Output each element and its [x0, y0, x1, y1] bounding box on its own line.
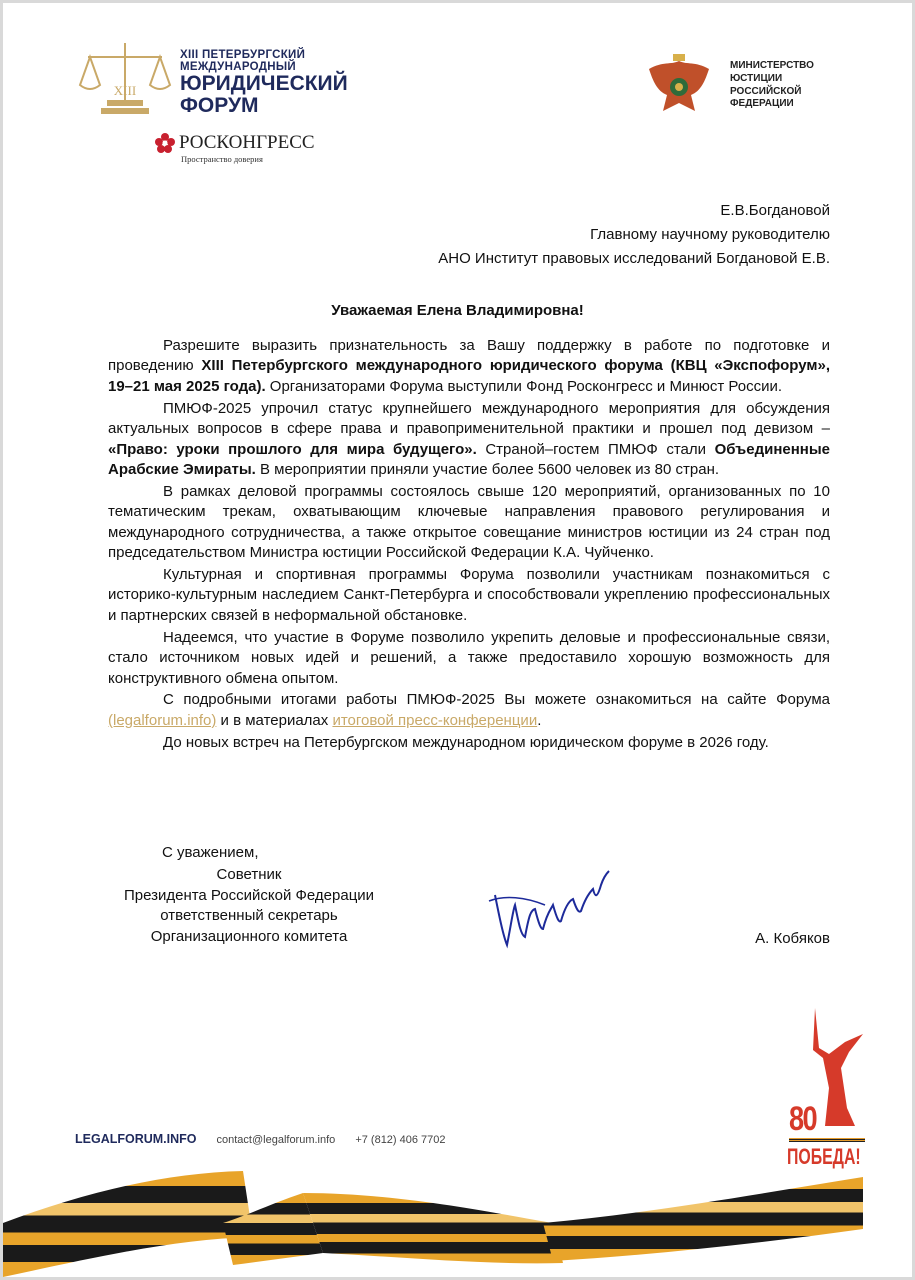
- paragraph-5: Надеемся, что участие в Форуме позволило укрепить деловые и профессиональные связи, стало источником новых идей и решений, а также предоставило хорошую возможность для конструктивного обмена опытом.: [108, 628, 830, 687]
- addressee-position: Главному научному руководителю: [590, 226, 830, 243]
- badge-ribbon: [789, 1138, 865, 1142]
- paragraph-4: Культурная и спортивная программы Форума позволили участникам познакомиться с историко-культурным наследием Санкт-Петербурга и способствовали укреплению профессиональных и партнерских связей в неформальной обстановке.: [108, 565, 830, 624]
- footer-contacts: [75, 1132, 446, 1146]
- handwritten-signature: [485, 865, 615, 950]
- roscongress-name: РОСКОНГРЕСС: [179, 132, 315, 153]
- st-george-ribbon: [3, 1153, 912, 1277]
- ministry-line4: ФЕДЕРАЦИИ: [730, 98, 794, 110]
- footer-email[interactable]: contact@legalforum.info: [216, 1134, 336, 1146]
- victory-80-badge: [785, 1008, 865, 1168]
- paragraph-3: В рамках деловой программы состоялось свыше 120 мероприятий, организованных по 10 тематическим трекам, охватывающим ключевые направления правового регулирования и международного сотрудничества, а также открытое совещание министров юстиции из 24 стран под председательством Министра юстиции Российской Федерации К.А. Чуйченко.: [108, 482, 830, 562]
- addressee-block: [438, 199, 830, 271]
- forum-line3: ЮРИДИЧЕСКИЙ: [180, 72, 348, 96]
- svg-text:XIII: XIII: [113, 83, 137, 98]
- forum-logo-text: [180, 49, 348, 117]
- addressee-name: Е.В.Богдановой: [720, 202, 830, 219]
- ministry-line3: РОССИЙСКОЙ: [730, 85, 802, 97]
- letter-body: [108, 336, 830, 755]
- footer-site[interactable]: LEGALFORUM.INFO: [75, 1132, 197, 1146]
- forum-line4: ФОРУМ: [180, 94, 259, 118]
- paragraph-2: ПМЮФ-2025 упрочил статус крупнейшего международного мероприятия для обсуждения актуальных вопросов в сфере права и правоприменительной практики и прошел под девизом – «Право: уроки прошлого для мира будущего». Страной–гостем ПМЮФ стали Объединенные Арабские Эмираты. В мероприятии приняли участие более 5600 человек из 80 стран.: [108, 399, 830, 478]
- ministry-line1: МИНИСТЕРСТВО: [730, 60, 814, 71]
- legalforum-link[interactable]: (legalforum.info): [108, 711, 217, 729]
- ministry-name: [730, 60, 814, 111]
- ministry-line2: ЮСТИЦИИ: [730, 72, 783, 84]
- roscongress-flower-icon: [155, 133, 175, 153]
- badge-text: ПОБЕДА!: [787, 1144, 861, 1169]
- paragraph-6: С подробными итогами работы ПМЮФ-2025 Вы можете ознакомиться на сайте Форума (legalforum.info) и в материалах итоговой пресс-конференции.: [108, 691, 830, 729]
- double-headed-eagle-icon: [643, 51, 715, 123]
- scales-emblem-icon: [78, 39, 173, 119]
- addressee-organization: АНО Институт правовых исследований Богдановой Е.В.: [438, 250, 830, 267]
- letter-page: [3, 3, 912, 1277]
- forum-line1: XIII ПЕТЕРБУРГСКИЙ: [180, 49, 306, 61]
- roscongress-tagline: Пространство доверия: [181, 154, 263, 164]
- greeting: Уважаемая Елена Владимировна!: [331, 302, 584, 319]
- press-conference-link[interactable]: итоговой пресс-конференции: [332, 711, 538, 729]
- paragraph-1: Разрешите выразить признательность за Вашу поддержку в работе по подготовке и проведению XIII Петербургского международного юридического форума (КВЦ «Экспофорум», 19–21 мая 2025 года). Организаторами Форума выступили Фонд Росконгресс и Минюст России.: [108, 337, 830, 395]
- closing-regards: С уважением,: [162, 844, 259, 861]
- forum-line2: МЕЖДУНАРОДНЫЙ: [180, 61, 296, 74]
- roscongress-logo: [155, 133, 315, 164]
- footer-phone: +7 (812) 406 7702: [355, 1134, 446, 1146]
- badge-number: 80: [789, 1100, 817, 1138]
- signer-title: Советник Президента Российской Федерации ответственный секретарь Организационного комитета: [123, 866, 375, 946]
- paragraph-7: До новых встреч на Петербургском международном юридическом форуме в 2026 году.: [163, 733, 769, 751]
- signer-name: А. Кобяков: [755, 930, 830, 947]
